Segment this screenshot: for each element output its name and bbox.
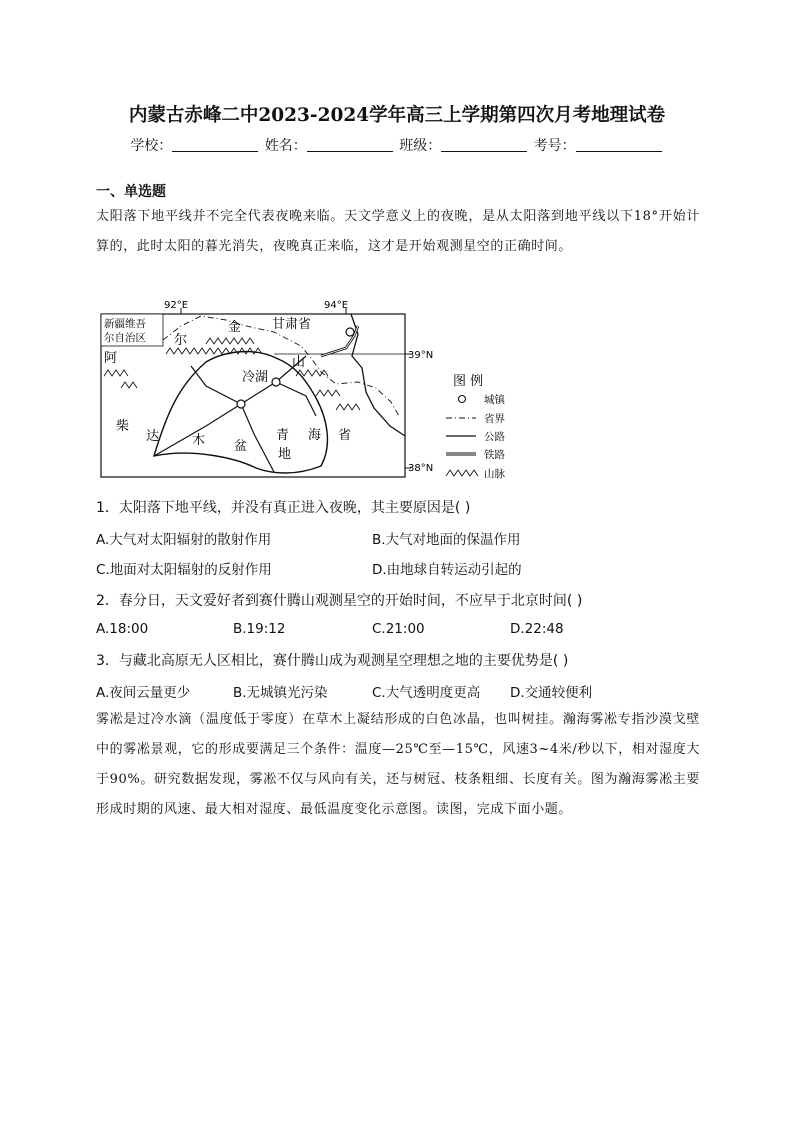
legend-mountain: 山脉: [484, 468, 505, 480]
place-hai: 海: [308, 428, 322, 443]
place-sheng: 省: [338, 428, 352, 443]
student-info-line: [0, 135, 794, 155]
q1-option-c[interactable]: C.地面对太阳辐射的反射作用: [96, 562, 272, 578]
legend-rail: 铁路: [484, 449, 505, 461]
exam-title: 内蒙古赤峰二中2023-2024学年高三上学期第四次月考地理试卷: [128, 105, 666, 126]
place-gansu: 甘肃省: [272, 317, 312, 332]
region-map: [96, 296, 526, 484]
q3-option-c[interactable]: C.大气透明度更高: [372, 685, 481, 701]
legend-road: 公路: [484, 431, 505, 443]
town-marker: [237, 400, 245, 408]
q1-option-d[interactable]: D.由地球自转运动引起的: [372, 562, 522, 578]
lat-label-38: 38°N: [408, 463, 434, 474]
xinjiang-label-2: 尔自治区: [104, 332, 146, 344]
name-blank[interactable]: [307, 137, 393, 152]
legend-title: 图 例: [453, 374, 484, 389]
q1-option-a[interactable]: A.大气对太阳辐射的散射作用: [96, 532, 272, 548]
question-3-stem: 3．与藏北高原无人区相比，赛什腾山成为观测星空理想之地的主要优势是( ): [96, 653, 569, 669]
place-da: 达: [146, 429, 160, 444]
q2-option-a[interactable]: A.18:00: [96, 621, 149, 637]
place-di: 地: [278, 447, 292, 462]
school-label: 学校：: [130, 138, 173, 154]
place-shan: 山: [292, 355, 306, 370]
number-label: 考号：: [533, 138, 576, 154]
class-blank[interactable]: [441, 137, 527, 152]
q3-option-b[interactable]: B.无城镇光污染: [233, 685, 328, 701]
q1-option-b[interactable]: B.大气对地面的保温作用: [372, 532, 521, 548]
place-er: 尔: [174, 333, 188, 348]
number-blank[interactable]: [576, 137, 662, 152]
class-label: 班级：: [399, 138, 442, 154]
name-label: 姓名：: [264, 138, 307, 154]
place-chai: 柴: [116, 419, 130, 434]
lon-label-94: 94°E: [324, 300, 349, 311]
place-jin: 金: [228, 320, 242, 335]
question-2-stem: 2．春分日，天文爱好者到赛什腾山观测星空的开始时间，不应早于北京时间( ): [96, 593, 583, 609]
q3-option-d[interactable]: D.交通较便利: [510, 685, 593, 701]
town-marker: [272, 378, 280, 386]
place-qing: 青: [276, 428, 290, 443]
q2-option-d[interactable]: D.22:48: [510, 621, 564, 637]
place-a: 阿: [104, 351, 118, 366]
q2-option-b[interactable]: B.19:12: [233, 621, 286, 637]
passage-1: 太阳落下地平线并不完全代表夜晚来临。天文学意义上的夜晚，是从太阳落到地平线以下18°开始计算的，此时太阳的暮光消失，夜晚真正来临，这才是开始观测星空的正确时间。: [96, 209, 700, 254]
place-pen: 盆: [234, 439, 248, 454]
place-mu: 木: [192, 433, 206, 448]
lon-label-92: 92°E: [164, 300, 189, 311]
map-legend: [446, 374, 506, 480]
town-marker: [346, 328, 354, 336]
q2-option-c[interactable]: C.21:00: [372, 621, 425, 637]
passage-2: 雾凇是过冷水滴（温度低于零度）在草木上凝结形成的白色冰晶，也叫树挂。瀚海雾凇专指沙漠戈壁中的雾凇景观，它的形成要满足三个条件：温度—25℃至—15℃，风速3~4米/秒以下，相对湿度大于90%。研究数据发现，雾凇不仅与风向有关，还与树冠、枝条粗细、长度有关。图为瀚海雾凇主要形成时期的风速、最大相对湿度、最低温度变化示意图。读图，完成下面小题。: [96, 712, 700, 817]
legend-town-symbol: [459, 396, 466, 403]
place-lenghu: 冷湖: [242, 370, 269, 385]
school-blank[interactable]: [172, 137, 258, 152]
section-heading: 一、单选题: [96, 184, 166, 200]
legend-border: 省界: [484, 413, 505, 425]
q3-option-a[interactable]: A.夜间云量更少: [96, 685, 191, 701]
xinjiang-label-1: 新疆维吾: [104, 318, 146, 330]
legend-town: 城镇: [484, 394, 505, 406]
lat-label-39: 39°N: [408, 350, 434, 361]
legend-mountain-symbol: [446, 470, 478, 476]
question-1-stem: 1．太阳落下地平线，并没有真正进入夜晚，其主要原因是( ): [96, 500, 471, 516]
